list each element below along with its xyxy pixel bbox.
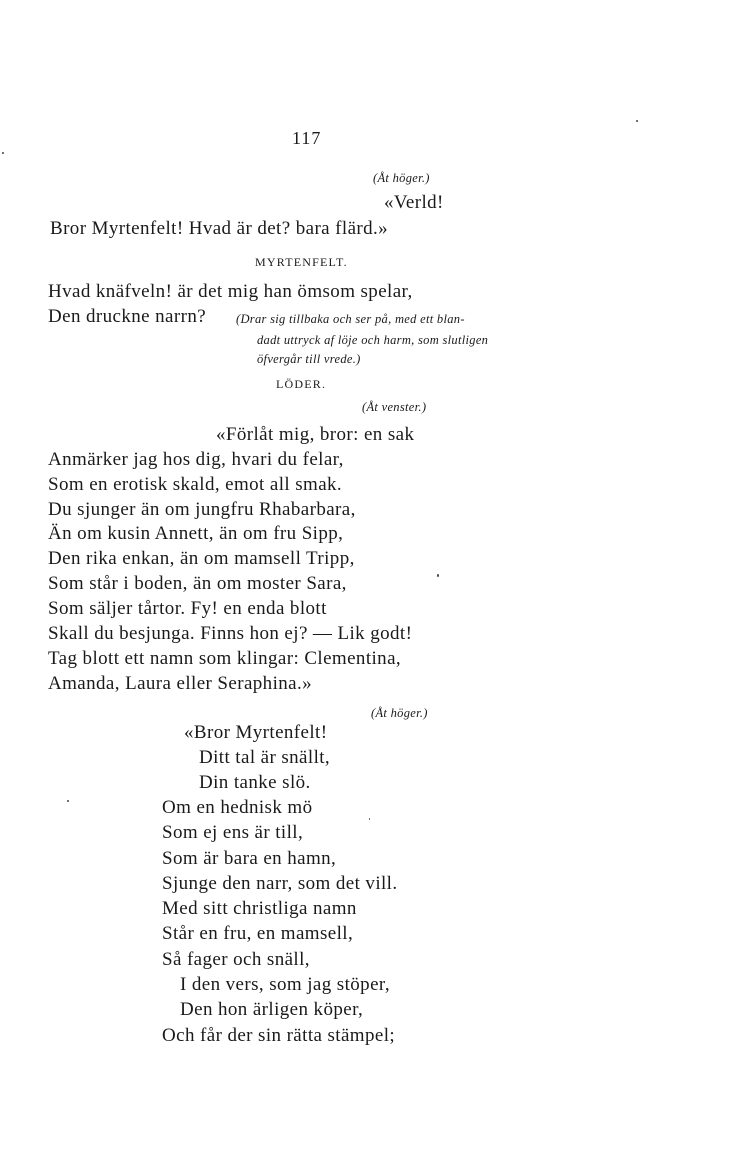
stage-direction: (Åt venster.) [362,400,427,414]
verse-line: Anmärker jag hos dig, hvari du felar, [48,449,344,470]
verse-line: «Bror Myrtenfelt! [184,722,328,743]
verse-line: Bror Myrtenfelt! Hvad är det? bara flärd.» [50,218,389,239]
verse-line: Sjunge den narr, som det vill. [162,873,398,894]
stage-direction: öfvergår till vrede.) [257,352,361,366]
speaker-name: LÖDER. [276,377,327,391]
scan-speck [636,120,638,122]
verse-line: Den hon ärligen köper, [180,999,364,1020]
verse-line: «Förlåt mig, bror: en sak [216,424,415,445]
scan-speck [369,818,370,820]
stage-direction: (Åt höger.) [373,171,430,185]
verse-line: Som ej ens är till, [162,822,304,843]
verse-line: Och får der sin rätta stämpel; [162,1025,396,1046]
verse-line: Din tanke slö. [199,772,311,793]
verse-line: Så fager och snäll, [162,949,310,970]
verse-line: Om en hednisk mö [162,797,313,818]
page-number: 117 [292,128,322,148]
verse-line: Som är bara en hamn, [162,848,337,869]
verse-line: Skall du besjunga. Finns hon ej? — Lik godt! [48,623,413,644]
stage-direction: (Åt höger.) [371,706,428,720]
stage-direction: (Drar sig tillbaka och ser på, med ett blan- [236,312,465,326]
verse-line: Amanda, Laura eller Seraphina.» [48,673,313,694]
verse-line: Ditt tal är snällt, [199,747,331,768]
verse-line: Du sjunger än om jungfru Rhabarbara, [48,499,356,520]
verse-line: Står en fru, en mamsell, [162,923,354,944]
scan-speck [2,152,4,154]
verse-line: I den vers, som jag stöper, [180,974,391,995]
verse-line: «Verld! [384,192,444,213]
verse-line: Den rika enkan, än om mamsell Tripp, [48,548,355,569]
scan-speck [67,800,69,802]
verse-line: Den druckne narrn? [48,306,207,327]
speaker-name: MYRTENFELT. [255,255,348,269]
verse-line: Som står i boden, än om moster Sara, [48,573,347,594]
verse-line: Tag blott ett namn som klingar: Clementina, [48,648,402,669]
verse-line: Hvad knäfveln! är det mig han ömsom spelar, [48,281,413,302]
verse-line: Med sitt christliga namn [162,898,357,919]
stage-direction: dadt uttryck af löje och harm, som slutligen [257,333,489,347]
verse-line: Som en erotisk skald, emot all smak. [48,474,343,495]
verse-line: Som säljer tårtor. Fy! en enda blott [48,598,327,619]
verse-line: Än om kusin Annett, än om fru Sipp, [48,523,344,544]
scan-speck [437,574,439,577]
